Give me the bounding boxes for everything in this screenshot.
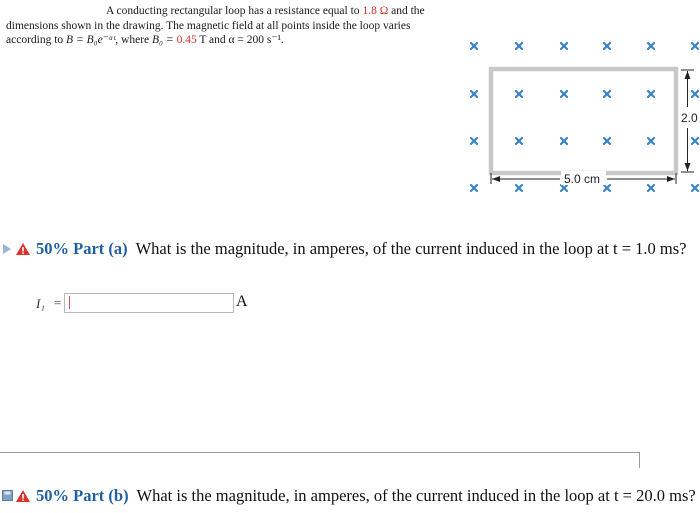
height-label: 2.0 xyxy=(681,111,698,125)
expand-arrow-icon[interactable] xyxy=(2,243,12,255)
part-a-prompt: What is the magnitude, in amperes, of the current induced in the loop at t = 1.0 ms? xyxy=(135,239,687,258)
field-x-icon xyxy=(471,185,477,191)
problem-line-3 xyxy=(6,33,436,48)
part-b-question xyxy=(0,483,700,509)
answer-unit: A xyxy=(236,293,248,310)
field-x-icon xyxy=(648,138,654,144)
arrowhead-left-icon xyxy=(492,176,500,182)
field-x-icon xyxy=(648,185,654,191)
answer-variable-label: I₁ xyxy=(36,296,45,311)
part-b-percent: 50% xyxy=(36,486,69,505)
magnetic-field-x-marks xyxy=(471,43,698,191)
problem-text: A conducting rectangular loop has a resistance equal to xyxy=(106,5,360,17)
text-caret xyxy=(69,296,70,309)
field-x-icon xyxy=(561,43,567,49)
field-x-icon xyxy=(692,185,698,191)
current-answer-input[interactable] xyxy=(64,293,234,313)
field-x-icon xyxy=(648,43,654,49)
problem-line-1 xyxy=(6,4,436,19)
arrowhead-up-icon xyxy=(685,71,691,79)
arrowhead-down-icon xyxy=(685,163,691,171)
b0-label: B₀ = xyxy=(152,34,174,46)
warning-icon xyxy=(15,489,31,503)
problem-text: and the xyxy=(391,5,425,17)
b0-value: 0.45 xyxy=(176,34,197,46)
field-x-icon xyxy=(471,43,477,49)
problem-text: , where xyxy=(115,34,150,46)
part-a-question xyxy=(0,236,700,262)
arrowhead-right-icon xyxy=(667,176,675,182)
field-x-icon xyxy=(692,91,698,97)
field-x-icon xyxy=(604,43,610,49)
field-x-icon xyxy=(561,138,567,144)
field-x-icon xyxy=(471,91,477,97)
part-a-text xyxy=(36,236,687,262)
collapsed-part-icon[interactable] xyxy=(2,490,13,501)
answer-equals: = xyxy=(54,295,62,310)
field-x-icon xyxy=(648,91,654,97)
field-x-icon xyxy=(516,43,522,49)
resistance-value: 1.8 Ω xyxy=(362,5,389,17)
warning-icon xyxy=(15,242,31,256)
field-x-icon xyxy=(604,91,610,97)
problem-text: according to xyxy=(6,34,64,46)
field-x-icon xyxy=(692,138,698,144)
section-divider xyxy=(0,452,640,453)
answer-row xyxy=(0,290,700,320)
problem-text: T and α = 200 s⁻¹. xyxy=(199,34,284,46)
field-x-icon xyxy=(516,138,522,144)
field-formula: B = B₀e⁻ᵅᵗ xyxy=(66,34,116,46)
width-label: 5.0 cm xyxy=(564,172,601,186)
section-divider-edge xyxy=(639,452,640,468)
field-x-icon xyxy=(692,43,698,49)
part-a-label: Part (a) xyxy=(73,239,128,258)
problem-statement xyxy=(6,4,436,48)
field-x-icon xyxy=(604,185,610,191)
loop-figure xyxy=(440,30,700,205)
conducting-loop xyxy=(491,69,676,173)
field-x-icon xyxy=(561,91,567,97)
problem-line-2: dimensions shown in the drawing. The magnetic field at all points inside the loop varies xyxy=(6,19,411,32)
field-x-icon xyxy=(604,138,610,144)
part-a-percent: 50% xyxy=(36,239,69,258)
part-b-label: Part (b) xyxy=(73,486,129,505)
field-x-icon xyxy=(471,138,477,144)
part-b-text xyxy=(36,483,696,509)
field-x-icon xyxy=(516,91,522,97)
field-x-icon xyxy=(516,185,522,191)
part-b-prompt: What is the magnitude, in amperes, of the current induced in the loop at t = 20.0 ms? xyxy=(136,486,696,505)
